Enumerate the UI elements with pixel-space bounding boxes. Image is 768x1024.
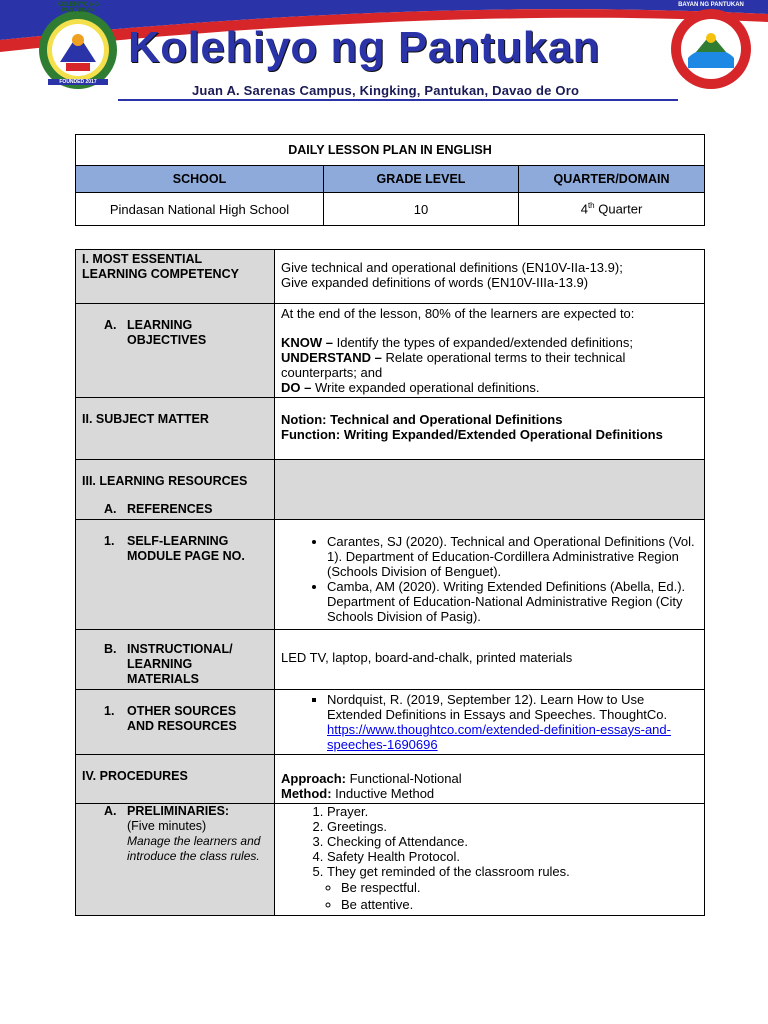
approach: Approach: Functional-Notional — [281, 771, 462, 786]
resources-label-cell — [76, 460, 275, 520]
objectives-intro: At the end of the lesson, 80% of the learners are expected to: — [281, 306, 635, 321]
melc-label: I. MOST ESSENTIAL LEARNING COMPETENCY — [76, 250, 275, 304]
college-seal-icon — [38, 10, 118, 90]
other-ref: ▪ Nordquist, R. (2019, September 12). Learn How to Use Extended Definitions in Essays and Speeches. ThoughtCo. https://www.thoughtco.com/extended-definition-essays-and-speeches-1690696 — [327, 692, 698, 752]
objectives-label: LEARNING OBJECTIVES — [127, 318, 207, 347]
objectives-content — [275, 304, 705, 398]
other-label-cell — [76, 690, 275, 755]
other-content — [275, 690, 705, 755]
college-name: Kolehiyo ng Pantukan — [128, 23, 601, 72]
objective-understand: UNDERSTAND – Relate operational terms to their technical counterparts; and — [281, 350, 626, 380]
prelim-content — [275, 804, 705, 916]
other-label: OTHER SOURCES AND RESOURCES — [127, 704, 237, 733]
step-item: 5. They get reminded of the classroom rules. — [327, 864, 698, 879]
prelim-label-cell — [76, 804, 275, 916]
rule-item: ◦ Be respectful. — [341, 879, 698, 896]
thoughtco-link[interactable]: https://www.thoughtco.com/extended-definition-essays-and-speeches-1690696 — [327, 722, 671, 752]
quarter-value: 4th Quarter — [519, 193, 705, 226]
resources-empty-cell — [275, 460, 705, 520]
module-label-cell — [76, 520, 275, 630]
method: Method: Inductive Method — [281, 786, 435, 801]
subject-notion: Notion: Technical and Operational Definitions — [281, 412, 563, 427]
step-item: 2. Greetings. — [327, 819, 698, 834]
melc-line-1: Give technical and operational definitions (EN10V-IIa-13.9); — [281, 260, 623, 275]
prelim-letter: A. — [104, 804, 117, 818]
seal-right-text: BAYAN NG PANTUKAN — [678, 2, 744, 8]
module-num: 1. — [104, 534, 115, 548]
letterhead — [0, 0, 768, 108]
references-letter: A. — [104, 502, 117, 516]
prelim-note: Manage the learners and introduce the class rules. — [127, 834, 261, 863]
prelim-label: PRELIMINARIES: — [127, 804, 230, 818]
other-num: 1. — [104, 704, 115, 718]
lesson-plan-table — [75, 249, 705, 916]
school-value: Pindasan National High School — [76, 193, 324, 226]
header-school: SCHOOL — [76, 166, 324, 193]
resources-label: III. LEARNING RESOURCES — [82, 474, 248, 488]
melc-line-2: Give expanded definitions of words (EN10V-IIIa-13.9) — [281, 275, 589, 290]
objectives-letter: A. — [104, 318, 117, 332]
procedures-label: IV. PROCEDURES — [76, 755, 275, 804]
municipal-seal-icon — [670, 8, 752, 90]
plan-title: DAILY LESSON PLAN IN ENGLISH — [76, 135, 705, 166]
step-item: 4. Safety Health Protocol. — [327, 849, 698, 864]
header-rule — [118, 99, 678, 101]
prelim-time: (Five minutes) — [127, 819, 207, 833]
rule-item: ◦ Be attentive. — [341, 896, 698, 913]
module-ref-1: • Carantes, SJ (2020). Technical and Operational Definitions (Vol. 1). Department of Education-Cordillera Administrative Region (Schools Division of Benguet). — [327, 534, 698, 579]
module-label: SELF-LEARNING MODULE PAGE NO. — [127, 534, 245, 563]
instr-letter: B. — [104, 642, 117, 656]
subject-function: Function: Writing Expanded/Extended Operational Definitions — [281, 427, 663, 442]
seal-left-text: KOLEHIYO NG PANTUKAN — [56, 2, 99, 14]
objective-do: DO – Write expanded operational definitions. — [281, 380, 540, 395]
melc-content — [275, 250, 705, 304]
module-content — [275, 520, 705, 630]
instr-label-cell — [76, 630, 275, 690]
instr-label: INSTRUCTIONAL/ LEARNING MATERIALS — [127, 642, 233, 686]
seal-left-year: FOUNDED 2017 — [48, 79, 108, 85]
header-grade: GRADE LEVEL — [324, 166, 519, 193]
step-item: 1. Prayer. — [327, 804, 698, 819]
lesson-info-table — [75, 134, 705, 226]
campus-line: Juan A. Sarenas Campus, Kingking, Pantukan, Davao de Oro — [192, 83, 580, 98]
subject-content — [275, 398, 705, 460]
subject-label: II. SUBJECT MATTER — [76, 398, 275, 460]
instr-value: LED TV, laptop, board-and-chalk, printed materials — [275, 630, 705, 690]
objectives-label-cell — [76, 304, 275, 398]
grade-value: 10 — [324, 193, 519, 226]
references-label: REFERENCES — [127, 502, 213, 516]
objective-know: KNOW – Identify the types of expanded/extended definitions; — [281, 335, 633, 350]
procedures-content — [275, 755, 705, 804]
step-item: 3. Checking of Attendance. — [327, 834, 698, 849]
module-ref-2: • Camba, AM (2020). Writing Extended Definitions (Abella, Ed.). Department of Education-National Administrative Region (City Schools Division of Pasig). — [327, 579, 698, 624]
header-quarter: QUARTER/DOMAIN — [519, 166, 705, 193]
